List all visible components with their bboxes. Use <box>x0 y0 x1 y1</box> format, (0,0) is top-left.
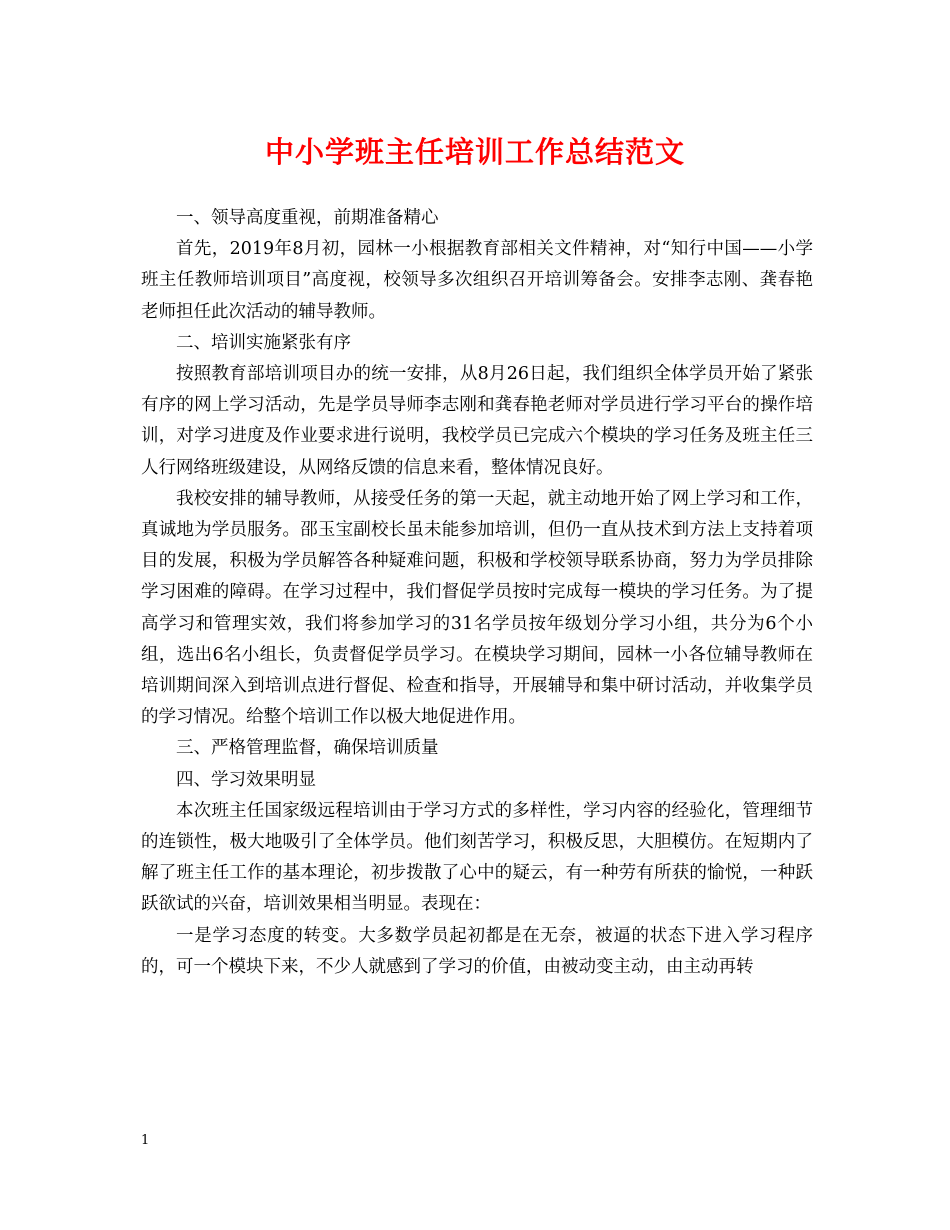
document-title: 中小学班主任培训工作总结范文 <box>264 135 685 169</box>
paragraph-3: 我校安排的辅导教师，从接受任务的第一天起，就主动地开始了网上学习和工作，真诚地为学员服务。邵玉宝副校长虽未能参加培训，但仍一直从技术到方法上支持着项目的发展，积极为学员解答各种疑难问题，积极和学校领导联系协商，努力为学员排除学习困难的障碍。在学习过程中，我们督促学员按时完成每一模块的学习任务。为了提高学习和管理实效，我们将参加学习的31名学员按年级划分学习小组，共分为6个小组，选出6名小组长，负责督促学员学习。在模块学习期间，园林一小各位辅导教师在培训期间深入到培训点进行督促、检查和指导，开展辅导和集中研讨活动，并收集学员的学习情况。给整个培训工作以极大地促进作用。 <box>141 488 813 728</box>
paragraph-4: 本次班主任国家级远程培训由于学习方式的多样性，学习内容的经验化，管理细节的连锁性，极大地吸引了全体学员。他们刻苦学习，积极反思，大胆模仿。在短期内了解了班主任工作的基本理论，初步拨散了心中的疑云，有一种劳有所获的愉悦，一种跃跃欲试的兴奋，培训效果相当明显。表现在： <box>141 800 813 915</box>
section-heading-4: 四、学习效果明显 <box>176 769 316 790</box>
section-heading-2: 二、培训实施紧张有序 <box>176 332 351 353</box>
paragraph-5: 一是学习态度的转变。大多数学员起初都是在无奈，被逼的状态下进入学习程序的，可一个模块下来，不少人就感到了学习的价值，由被动变主动，由主动再转 <box>141 925 813 977</box>
paragraph-1: 首先，2019年8月初，园林一小根据教育部相关文件精神，对“知行中国——小学班主任教师培训项目”高度视，校领导多次组织召开培训筹备会。安排李志刚、龚春艳老师担任此次活动的辅导教师。 <box>141 239 813 322</box>
section-heading-3: 三、严格管理监督，确保培训质量 <box>176 738 439 759</box>
paragraph-2: 按照教育部培训项目办的统一安排，从8月26日起，我们组织全体学员开始了紧张有序的网上学习活动，先是学员导师李志刚和龚春艳老师对学员进行学习平台的操作培训，对学习进度及作业要求进行说明，我校学员已完成六个模块的学习任务及班主任三人行网络班级建设，从网络反馈的信息来看，整体情况良好。 <box>141 364 813 478</box>
section-heading-1: 一、领导高度重视，前期准备精心 <box>176 208 439 228</box>
page-number: 1 <box>141 1133 150 1148</box>
document-body <box>141 203 813 983</box>
